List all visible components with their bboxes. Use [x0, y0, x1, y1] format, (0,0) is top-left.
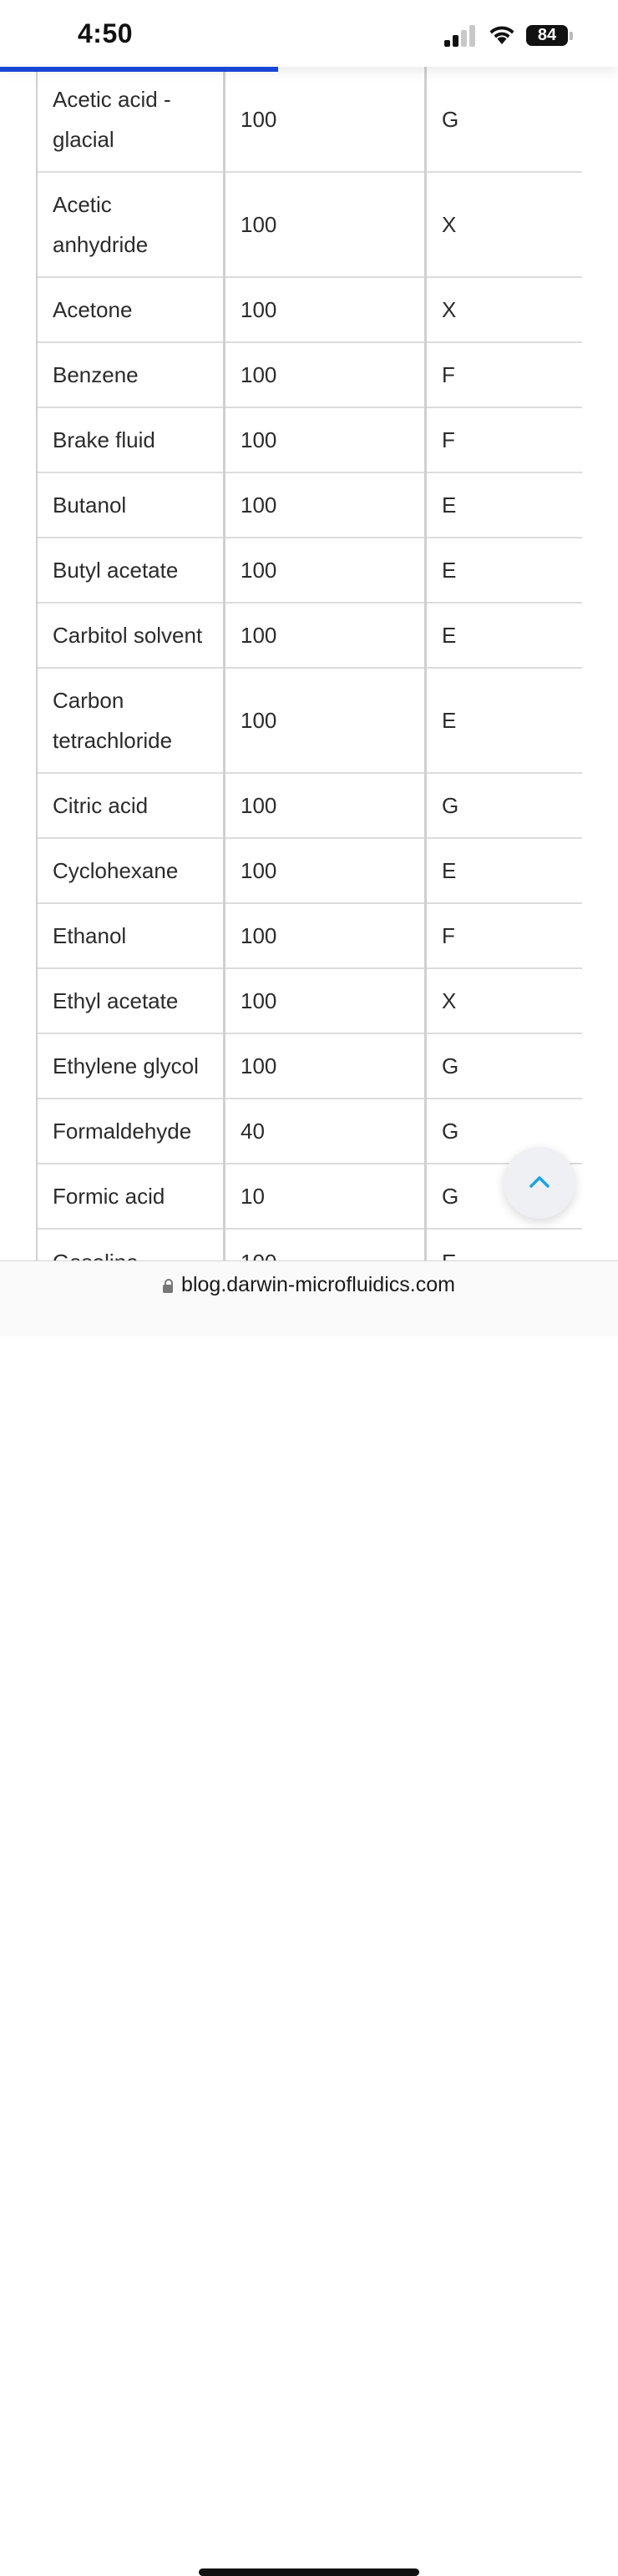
concentration-cell: 10 [225, 1164, 426, 1229]
status-bar [0, 0, 618, 67]
table-row [37, 1099, 582, 1164]
rating-cell: E [426, 668, 583, 773]
chemical-name-cell: Butyl acetate [37, 538, 225, 603]
rating-cell: G [426, 1033, 583, 1099]
rating-cell: E [426, 538, 583, 603]
rating-cell: X [426, 277, 583, 342]
concentration-cell: 100 [225, 603, 426, 668]
address-url[interactable] [0, 1261, 618, 1308]
concentration-cell: 100 [225, 472, 426, 538]
chemical-name-cell: Formaldehyde [37, 1099, 225, 1164]
concentration-cell: 100 [225, 407, 426, 472]
chemical-name-cell: Ethyl acetate [37, 968, 225, 1033]
rating-cell: E [426, 603, 583, 668]
chemical-name-cell: Benzene [37, 342, 225, 407]
signal-bar [461, 30, 467, 47]
table-row [37, 407, 582, 472]
rating-cell: G [426, 1164, 583, 1229]
chemical-name-cell: Acetic acid - glacial [37, 67, 225, 172]
rating-cell: E [426, 472, 583, 538]
rating-cell: F [426, 903, 583, 968]
rating-cell: F [426, 342, 583, 407]
concentration-cell: 100 [225, 172, 426, 277]
chemical-name-cell: Ethylene glycol [37, 1033, 225, 1099]
table-row [37, 773, 582, 838]
battery-cap [570, 32, 573, 40]
chemical-resistance-table [36, 67, 582, 1294]
signal-bar [453, 35, 458, 47]
chemical-name-cell: Brake fluid [37, 407, 225, 472]
rating-cell: G [426, 773, 583, 838]
concentration-cell: 100 [225, 903, 426, 968]
concentration-cell: 100 [225, 342, 426, 407]
chemical-name-cell: Citric acid [37, 773, 225, 838]
concentration-cell: 100 [225, 668, 426, 773]
concentration-cell: 100 [225, 538, 426, 603]
status-time: 4:50 [78, 18, 134, 48]
chemical-name-cell: Ethanol [37, 903, 225, 968]
cellular-signal-icon [444, 25, 478, 47]
table-row [37, 968, 582, 1033]
table-row [37, 342, 582, 407]
table-row [37, 1164, 582, 1229]
wifi-icon [487, 23, 517, 46]
content-area[interactable] [0, 0, 618, 1260]
signal-bar [444, 40, 450, 47]
chemical-name-cell: Acetic anhydride [37, 172, 225, 277]
chemical-name-cell: Formic acid [37, 1164, 225, 1229]
rating-cell: G [442, 106, 459, 132]
table-row [37, 838, 582, 903]
signal-bar [469, 25, 475, 47]
chemical-name-cell: Butanol [37, 472, 225, 538]
browser-address-bar[interactable] [0, 1260, 618, 1336]
table-row [37, 668, 582, 773]
scroll-to-top-button[interactable] [504, 1147, 575, 1219]
chemical-name-cell: Cyclohexane [37, 838, 225, 903]
concentration-cell: 100 [225, 1033, 426, 1099]
chevron-up-icon [504, 1147, 575, 1219]
table-row [37, 603, 582, 668]
rating-cell: X [426, 968, 583, 1033]
home-indicator[interactable] [199, 2568, 419, 2576]
chemical-name-cell: Carbitol solvent [37, 603, 225, 668]
concentration-cell: 100 [225, 838, 426, 903]
table-row [37, 277, 582, 342]
concentration-cell: 100 [225, 773, 426, 838]
table-row [37, 538, 582, 603]
battery-icon [526, 25, 568, 46]
concentration-cell: 100 [225, 277, 426, 342]
rating-cell: G [426, 1099, 583, 1164]
reading-progress-bar [0, 67, 618, 72]
table-row [37, 67, 582, 172]
rating-cell: F [426, 407, 583, 472]
concentration-cell: 100 [225, 67, 426, 172]
table-row [37, 903, 582, 968]
lock-icon [163, 1285, 173, 1293]
chemical-name-cell: Carbon tetrachloride [37, 668, 225, 773]
concentration-cell: 40 [225, 1099, 426, 1164]
battery-level: 84 [537, 26, 557, 44]
concentration-cell: 100 [225, 968, 426, 1033]
rating-cell: E [426, 838, 583, 903]
chemical-name-cell: Acetone [37, 277, 225, 342]
rating-cell: X [426, 172, 583, 277]
table-row [37, 172, 582, 277]
table-row [37, 1033, 582, 1099]
table-row [37, 472, 582, 538]
url-text: blog.darwin-microfluidics.com [181, 1273, 455, 1296]
reading-progress-fill [0, 67, 278, 72]
